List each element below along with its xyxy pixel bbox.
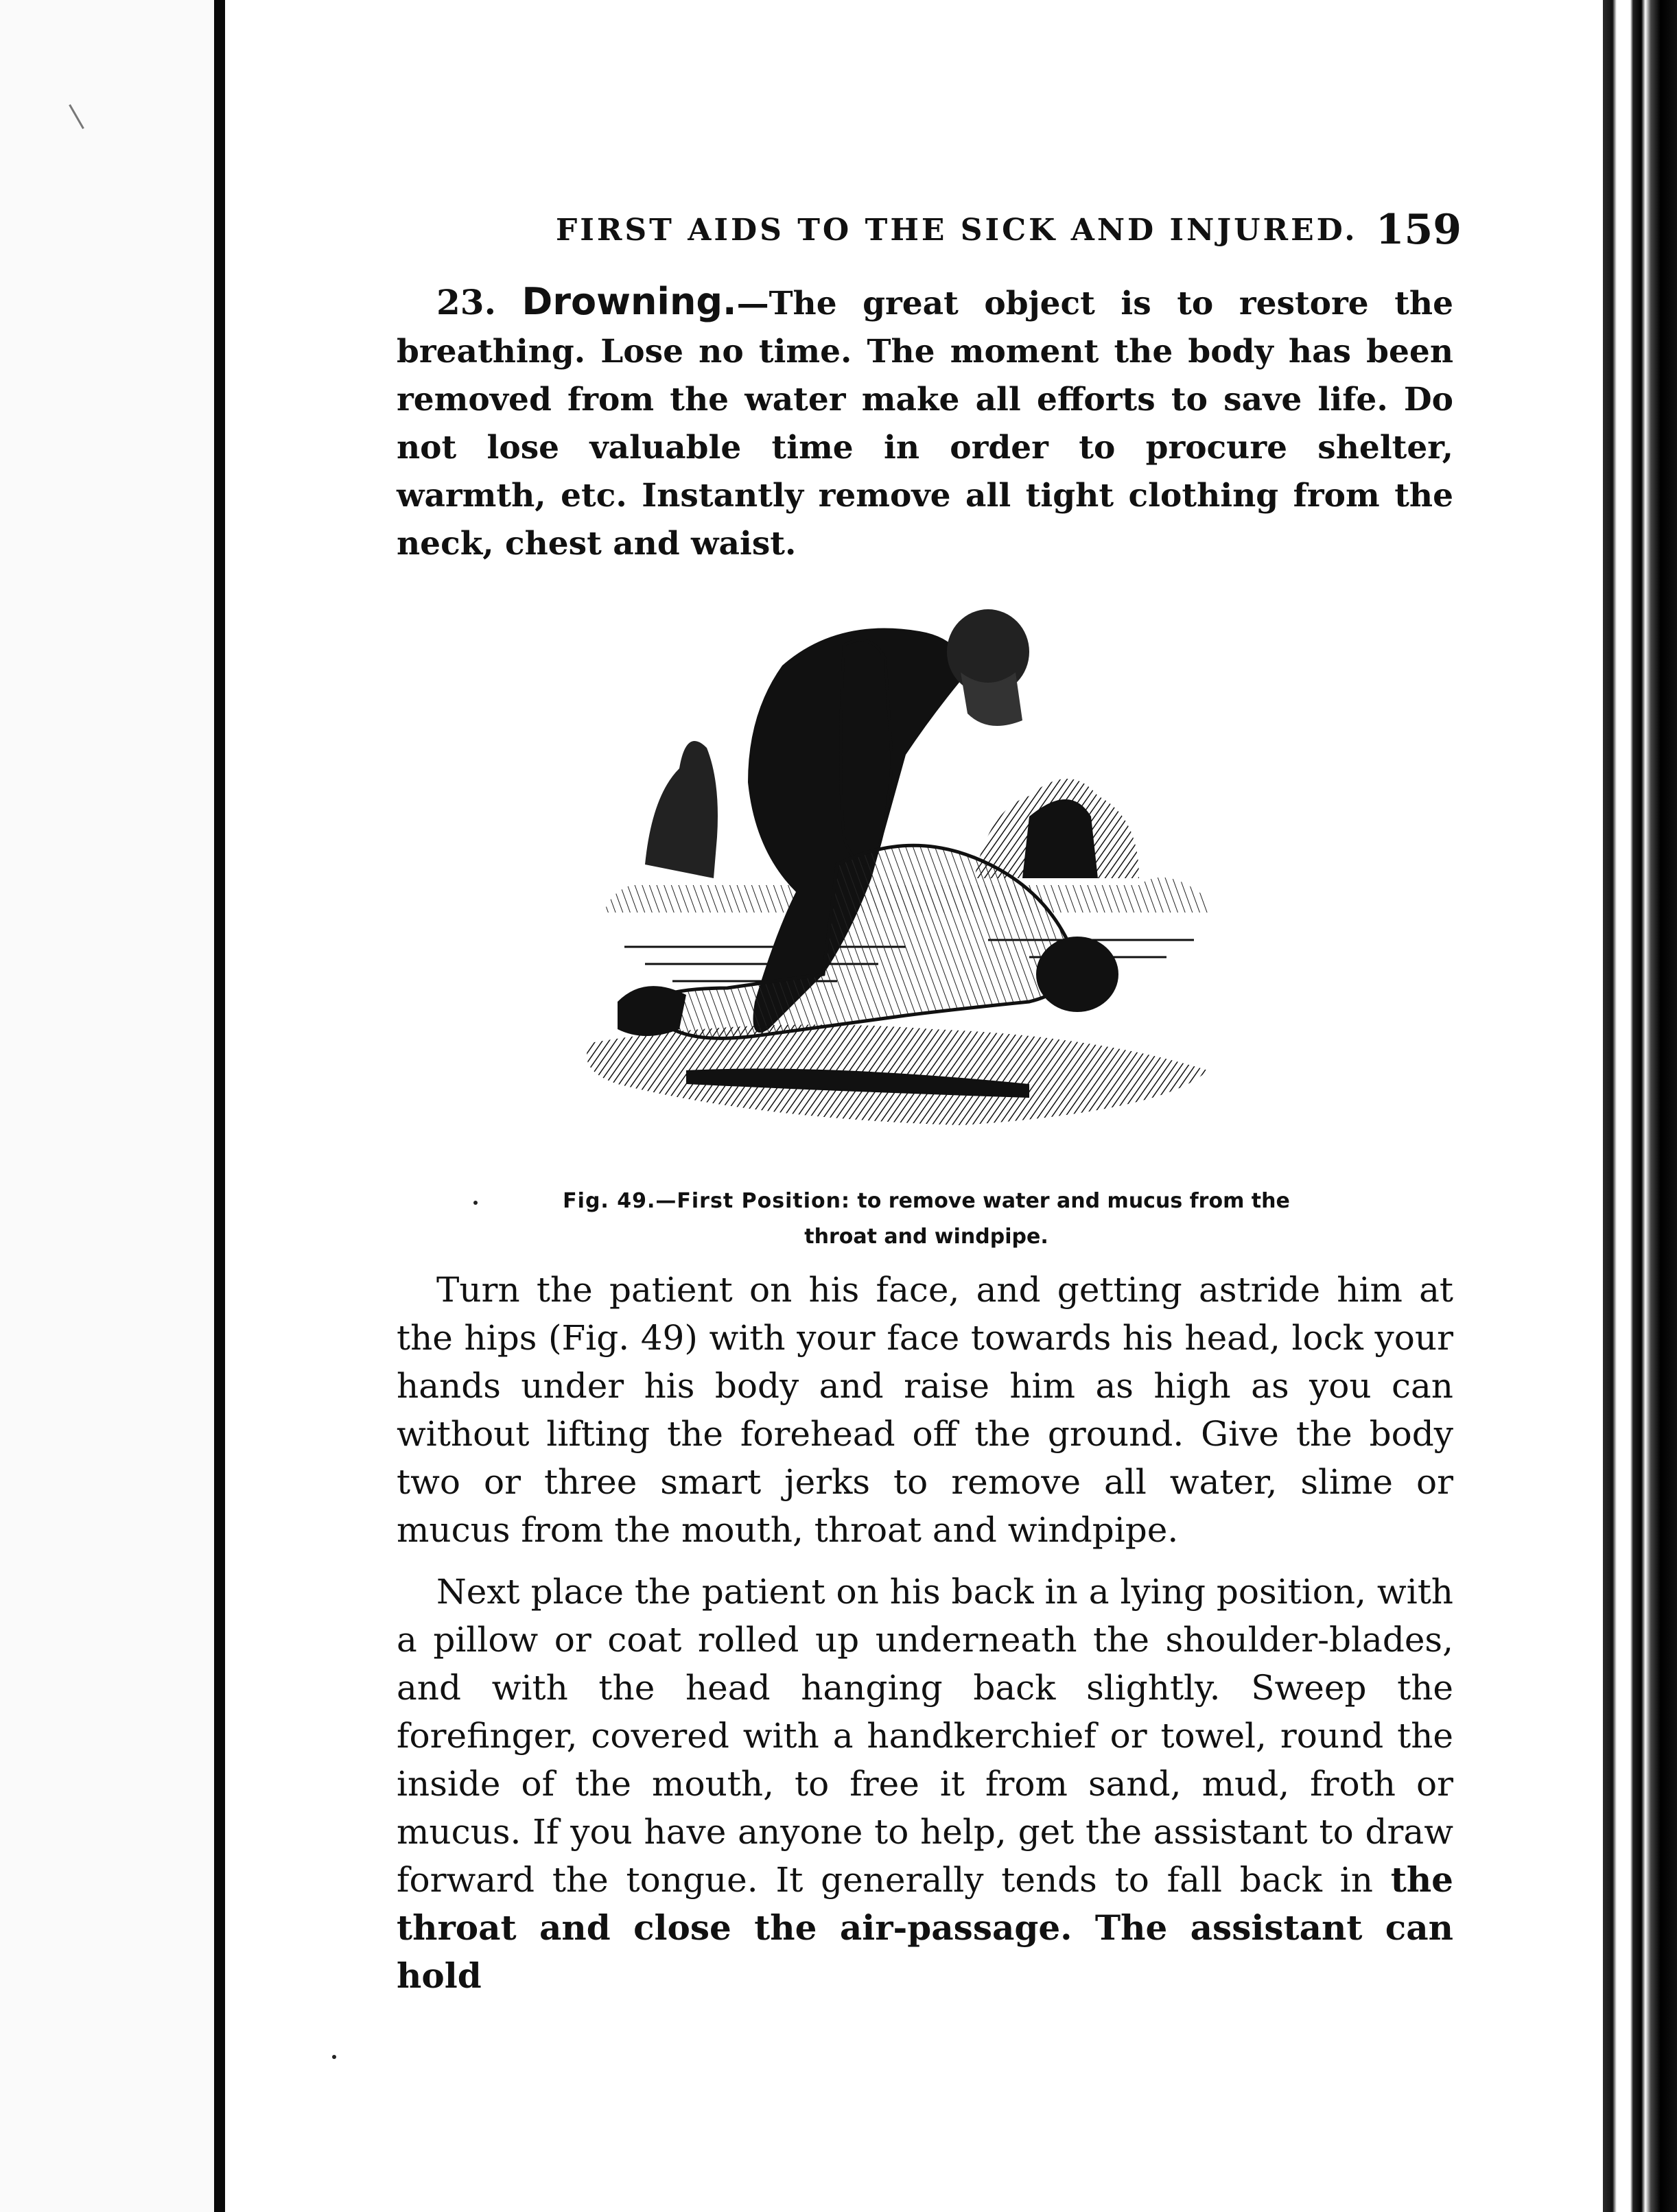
paragraph-last-line: the throat and close the air-passage. The assistant can hold [397, 1859, 1453, 1996]
scan-speck [332, 2055, 336, 2059]
facing-page-margin [0, 0, 217, 2212]
book-fore-edge [1603, 0, 1677, 2212]
body-paragraph [397, 1568, 1453, 2000]
drowning-rescue-illustration [549, 590, 1249, 1153]
ground [587, 1024, 1208, 1125]
running-head [336, 206, 1462, 261]
scan-speck [473, 1201, 478, 1205]
body-paragraph [397, 1266, 1453, 1554]
section-text: —The great object is to restore the breathing. Lose no time. The moment the body has been removed from the water make all efforts to save life. Do not lose valuable time in order to procure shelter, warmth, etc. Instantly remove all tight clothing from the neck, chest and waist. [397, 285, 1453, 563]
page-number: 159 [1375, 206, 1462, 254]
figure-caption-text: to remove water and mucus from the throat and windpipe. [804, 1189, 1290, 1249]
figure-label: Fig. 49.—First Position: [563, 1189, 850, 1213]
paragraph-text: Turn the patient on his face, and getting astride him at the hips (Fig. 49) with your face towards his head, lock your hands under his body and raise him as high as you can without lifting the forehead off the ground. Give the body two or three smart jerks to remove all water, slime or mucus from the mouth, throat and windpipe. [397, 1270, 1453, 1550]
section-number: 23. [436, 282, 496, 322]
figure-caption [535, 1184, 1317, 1255]
running-head-title: FIRST AIDS TO THE SICK AND INJURED. [556, 213, 1358, 248]
section-paragraph [397, 278, 1453, 568]
paragraph-text: Next place the patient on his back in a lying position, with a pillow or coat rolled up underneath the shoulder-blades, and with the head hanging back slightly. Sweep the forefinger, covered with a handkerchief or towel, round the inside of the mouth, to free it from sand, mud, froth or mucus. If you have anyone to help, get the assistant to draw forward the tongue. It generally tends to fall back in [397, 1572, 1453, 1900]
book-gutter-edge [214, 0, 225, 2212]
section-heading: Drowning. [521, 280, 737, 323]
